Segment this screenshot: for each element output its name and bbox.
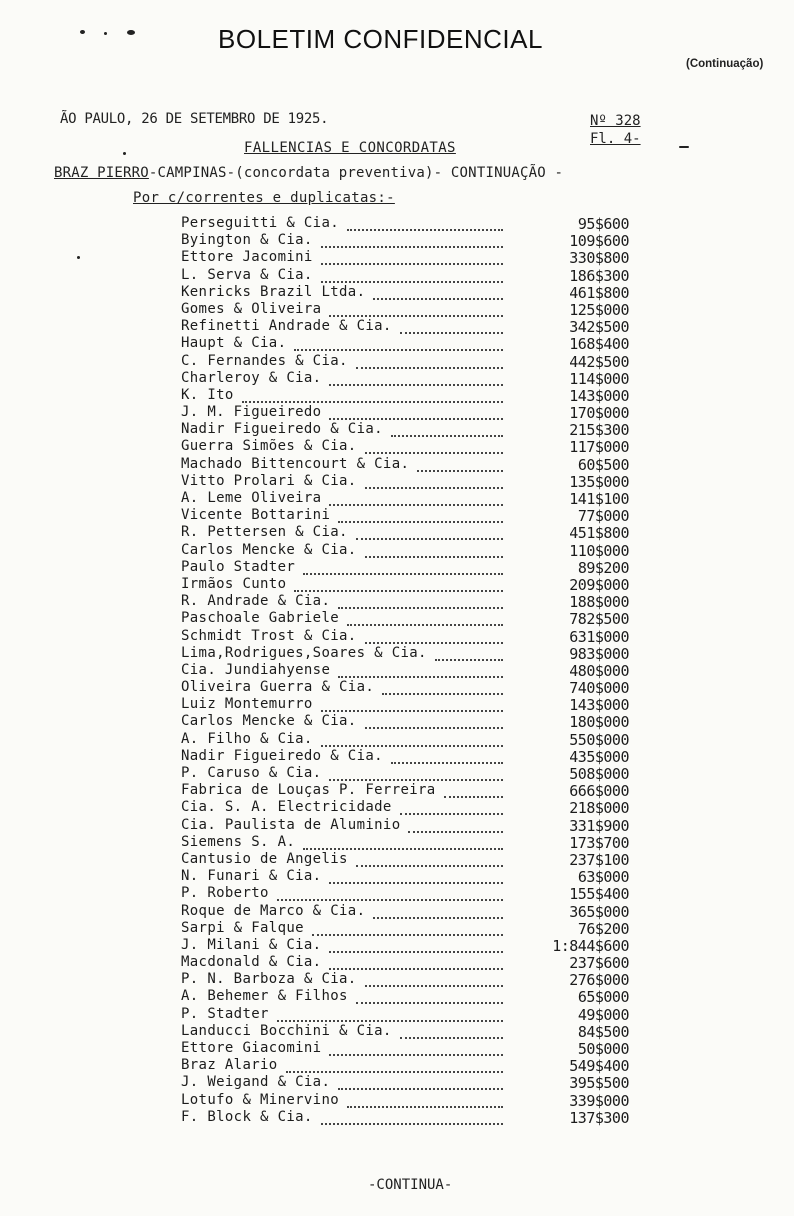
creditor-name: C. Fernandes & Cia. bbox=[181, 352, 348, 369]
creditor-name: Schmidt Trost & Cia. bbox=[181, 627, 357, 644]
creditor-name: J. Milani & Cia. bbox=[181, 936, 322, 953]
creditor-amount: 50$000 bbox=[577, 1040, 629, 1058]
creditor-row bbox=[181, 748, 641, 765]
dot-leader bbox=[329, 941, 503, 953]
creditor-name: A. Behemer & Filhos bbox=[181, 988, 348, 1005]
creditor-row bbox=[181, 713, 641, 730]
creditor-amount: 209$000 bbox=[569, 575, 629, 594]
creditor-amount: 451$800 bbox=[569, 524, 629, 543]
creditor-row bbox=[181, 473, 641, 490]
creditor-row bbox=[181, 868, 641, 885]
creditor-amount: 49$000 bbox=[577, 1005, 629, 1024]
creditor-amount: 237$600 bbox=[569, 954, 629, 973]
creditor-amount: 188$000 bbox=[569, 593, 629, 612]
creditor-name: Nadir Figueiredo & Cia. bbox=[181, 421, 383, 438]
creditor-name: Gomes & Oliveira bbox=[181, 300, 322, 317]
creditor-row bbox=[181, 456, 641, 473]
creditor-row bbox=[181, 1074, 641, 1091]
creditor-row bbox=[181, 232, 641, 249]
creditor-name: Cia. S. A. Electricidade bbox=[181, 799, 392, 816]
creditor-amount: 77$000 bbox=[577, 507, 629, 526]
dot-leader bbox=[329, 872, 503, 884]
creditor-row bbox=[181, 817, 641, 834]
creditor-amount: 508$000 bbox=[569, 765, 629, 783]
creditor-row bbox=[181, 954, 641, 971]
case-debtor-name: BRAZ PIERRO bbox=[54, 165, 149, 181]
creditor-name: Siemens S. A. bbox=[181, 833, 296, 850]
dot-leader bbox=[303, 563, 503, 575]
continuation-label: (Continuação) bbox=[686, 58, 764, 70]
creditor-row bbox=[181, 988, 641, 1005]
creditor-amount: 218$000 bbox=[569, 799, 629, 818]
creditor-amount: 125$000 bbox=[569, 300, 629, 319]
creditor-row bbox=[181, 610, 641, 627]
creditor-row bbox=[181, 782, 641, 799]
creditor-amount: 135$000 bbox=[569, 472, 629, 491]
creditor-name: Landucci Bocchini & Cia. bbox=[181, 1022, 392, 1039]
creditor-name: Refinetti Andrade & Cia. bbox=[181, 318, 392, 335]
creditor-name: Irmãos Cunto bbox=[181, 575, 287, 592]
creditor-amount: 331$900 bbox=[569, 816, 629, 835]
dot-leader bbox=[417, 460, 503, 472]
dot-leader bbox=[382, 683, 503, 695]
dot-leader bbox=[329, 958, 503, 970]
creditor-row bbox=[181, 335, 641, 352]
dateline: ÃO PAULO, 26 DE SETEMBRO DE 1925. bbox=[60, 111, 329, 127]
dot-leader bbox=[321, 700, 503, 712]
creditor-row bbox=[181, 920, 641, 937]
creditor-row bbox=[181, 628, 641, 645]
creditor-amount: 276$000 bbox=[569, 971, 629, 990]
creditor-amount: 549$400 bbox=[569, 1057, 629, 1076]
scan-speck bbox=[127, 30, 135, 35]
creditor-row bbox=[181, 267, 641, 284]
dot-leader bbox=[356, 855, 503, 867]
creditor-row bbox=[181, 834, 641, 851]
dot-leader bbox=[338, 597, 503, 609]
creditor-amount: 342$500 bbox=[569, 318, 629, 337]
scan-speck bbox=[77, 256, 80, 259]
creditor-amount: 173$700 bbox=[569, 833, 629, 852]
creditor-name: A. Leme Oliveira bbox=[181, 490, 322, 506]
creditor-row bbox=[181, 662, 641, 679]
creditor-amount: 339$000 bbox=[569, 1091, 629, 1110]
creditor-name: Perseguitti & Cia. bbox=[181, 215, 340, 231]
creditor-amount: 480$000 bbox=[569, 661, 629, 680]
creditor-name: R. Andrade & Cia. bbox=[181, 593, 331, 610]
creditor-amount: 983$000 bbox=[569, 644, 629, 663]
creditor-name: Ettore Giacomini bbox=[181, 1040, 322, 1056]
creditor-amount: 461$800 bbox=[569, 283, 629, 302]
dot-leader bbox=[286, 1061, 503, 1073]
creditor-amount: 435$000 bbox=[569, 747, 629, 766]
dot-leader bbox=[312, 924, 503, 936]
creditor-amount: 155$400 bbox=[569, 885, 629, 904]
dot-leader bbox=[444, 786, 503, 798]
creditor-row bbox=[181, 301, 641, 318]
creditor-amount: 170$000 bbox=[569, 404, 629, 423]
creditor-amount: 782$500 bbox=[569, 610, 629, 629]
creditor-name: Machado Bittencourt & Cia. bbox=[181, 455, 410, 472]
dot-leader bbox=[347, 614, 503, 626]
creditor-row bbox=[181, 1006, 641, 1023]
dot-leader bbox=[321, 735, 503, 747]
creditor-row bbox=[181, 507, 641, 524]
creditor-row bbox=[181, 353, 641, 370]
creditor-name: Vicente Bottarini bbox=[181, 507, 331, 524]
creditor-row bbox=[181, 542, 641, 559]
creditor-name: J. M. Figueiredo bbox=[181, 404, 322, 421]
dot-leader bbox=[365, 975, 503, 987]
dot-leader bbox=[338, 511, 503, 523]
creditor-row bbox=[181, 1040, 641, 1057]
creditor-amount: 84$500 bbox=[577, 1022, 629, 1041]
creditor-row bbox=[181, 1109, 641, 1126]
dot-leader bbox=[294, 580, 503, 592]
page-title: BOLETIM CONFIDENCIAL bbox=[218, 24, 543, 54]
creditor-name: P. Caruso & Cia. bbox=[181, 765, 322, 781]
creditor-amount: 143$000 bbox=[569, 696, 629, 715]
dot-leader bbox=[365, 477, 503, 489]
creditor-row bbox=[181, 1057, 641, 1074]
creditor-row bbox=[181, 490, 641, 507]
creditor-name: J. Weigand & Cia. bbox=[181, 1074, 331, 1091]
creditor-row bbox=[181, 593, 641, 610]
scan-speck bbox=[679, 146, 689, 148]
creditor-row bbox=[181, 387, 641, 404]
scan-speck bbox=[123, 152, 126, 155]
creditor-amount: 550$000 bbox=[569, 730, 629, 749]
creditor-name: Charleroy & Cia. bbox=[181, 369, 322, 386]
dot-leader bbox=[365, 442, 503, 454]
creditor-name: Cia. Paulista de Aluminio bbox=[181, 816, 401, 833]
dot-leader bbox=[365, 632, 503, 644]
dot-leader bbox=[277, 1010, 503, 1022]
dot-leader bbox=[400, 803, 503, 815]
dot-leader bbox=[294, 339, 503, 351]
footer-continua: -CONTINUA- bbox=[368, 1177, 453, 1193]
creditor-name: Nadir Figueiredo & Cia. bbox=[181, 747, 383, 764]
creditor-name: Kenricks Brazil Ltda. bbox=[181, 283, 366, 300]
creditor-amount: 180$000 bbox=[569, 713, 629, 732]
creditor-row bbox=[181, 438, 641, 455]
dot-leader bbox=[338, 1078, 503, 1090]
creditor-name: Carlos Mencke & Cia. bbox=[181, 713, 357, 730]
dot-leader bbox=[329, 769, 503, 781]
creditor-name: Roque de Marco & Cia. bbox=[181, 902, 366, 919]
creditor-row bbox=[181, 971, 641, 988]
creditor-name: Fabrica de Louças P. Ferreira bbox=[181, 782, 436, 799]
creditor-name: Ettore Jacomini bbox=[181, 249, 313, 266]
creditor-name: P. Stadter bbox=[181, 1005, 269, 1022]
creditor-list bbox=[181, 215, 641, 1126]
creditor-name: Paschoale Gabriele bbox=[181, 610, 340, 627]
creditor-row bbox=[181, 284, 641, 301]
creditor-name: A. Filho & Cia. bbox=[181, 730, 313, 747]
creditor-row bbox=[181, 903, 641, 920]
sheet-number: Fl. 4- bbox=[590, 131, 641, 147]
dot-leader bbox=[277, 889, 503, 901]
section-heading: FALLENCIAS E CONCORDATAS bbox=[244, 140, 456, 156]
creditor-amount: 330$800 bbox=[569, 249, 629, 268]
creditor-amount: 89$200 bbox=[577, 558, 629, 577]
creditor-amount: 666$000 bbox=[569, 782, 629, 801]
creditor-name: Paulo Stadter bbox=[181, 558, 296, 575]
dot-leader bbox=[321, 271, 503, 283]
creditor-row bbox=[181, 404, 641, 421]
dot-leader bbox=[356, 528, 503, 540]
creditor-name: Oliveira Guerra & Cia. bbox=[181, 679, 375, 696]
creditor-name: N. Funari & Cia. bbox=[181, 868, 322, 885]
creditor-amount: 65$000 bbox=[577, 988, 629, 1007]
creditor-name: P. N. Barboza & Cia. bbox=[181, 971, 357, 988]
bulletin-number: Nº 328 bbox=[590, 113, 641, 129]
dot-leader bbox=[329, 374, 503, 386]
creditor-name: Luiz Montemurro bbox=[181, 696, 313, 713]
dot-leader bbox=[391, 752, 503, 764]
creditor-row bbox=[181, 1092, 641, 1109]
creditor-name: Guerra Simões & Cia. bbox=[181, 438, 357, 455]
creditor-amount: 215$300 bbox=[569, 421, 629, 440]
creditor-name: R. Pettersen & Cia. bbox=[181, 524, 348, 541]
creditor-amount: 60$500 bbox=[577, 455, 629, 474]
creditor-amount: 740$000 bbox=[569, 679, 629, 698]
creditor-amount: 1:844$600 bbox=[552, 936, 629, 955]
creditor-amount: 141$100 bbox=[569, 490, 629, 508]
creditor-name: Carlos Mencke & Cia. bbox=[181, 541, 357, 558]
creditor-row bbox=[181, 696, 641, 713]
creditor-amount: 365$000 bbox=[569, 902, 629, 921]
dot-leader bbox=[408, 821, 503, 833]
dot-leader bbox=[400, 322, 503, 334]
dot-leader bbox=[365, 717, 503, 729]
creditor-amount: 168$400 bbox=[569, 335, 629, 354]
dot-leader bbox=[435, 649, 503, 661]
dot-leader bbox=[321, 1113, 503, 1125]
creditor-name: Cantusio de Angelis bbox=[181, 850, 348, 867]
dot-leader bbox=[303, 838, 503, 850]
creditor-name: Cia. Jundiahyense bbox=[181, 661, 331, 678]
creditor-row bbox=[181, 576, 641, 593]
creditor-amount: 109$600 bbox=[569, 232, 629, 251]
creditor-amount: 237$100 bbox=[569, 850, 629, 869]
creditor-row bbox=[181, 731, 641, 748]
creditor-name: Macdonald & Cia. bbox=[181, 954, 322, 971]
creditor-name: Haupt & Cia. bbox=[181, 335, 287, 352]
creditor-row bbox=[181, 318, 641, 335]
creditor-row bbox=[181, 645, 641, 662]
creditor-name: L. Serva & Cia. bbox=[181, 266, 313, 283]
creditor-row bbox=[181, 370, 641, 387]
subheading: Por c/correntes e duplicatas:- bbox=[133, 190, 395, 206]
case-header bbox=[54, 165, 563, 181]
dot-leader bbox=[242, 391, 503, 403]
creditor-amount: 110$000 bbox=[569, 541, 629, 560]
creditor-row bbox=[181, 524, 641, 541]
creditor-row bbox=[181, 851, 641, 868]
creditor-row bbox=[181, 559, 641, 576]
creditor-name: Braz Alario bbox=[181, 1057, 278, 1074]
creditor-name: Byington & Cia. bbox=[181, 232, 313, 249]
creditor-name: K. Ito bbox=[181, 386, 234, 403]
creditor-name: Lotufo & Minervino bbox=[181, 1091, 340, 1108]
dot-leader bbox=[391, 425, 503, 437]
dot-leader bbox=[338, 666, 503, 678]
creditor-amount: 114$000 bbox=[569, 369, 629, 388]
dot-leader bbox=[347, 1096, 503, 1108]
creditor-name: F. Block & Cia. bbox=[181, 1108, 313, 1125]
creditor-row bbox=[181, 1023, 641, 1040]
creditor-row bbox=[181, 799, 641, 816]
dot-leader bbox=[373, 907, 503, 919]
scan-speck bbox=[104, 32, 107, 35]
creditor-amount: 143$000 bbox=[569, 386, 629, 405]
dot-leader bbox=[356, 992, 503, 1004]
creditor-amount: 442$500 bbox=[569, 352, 629, 371]
dot-leader bbox=[347, 219, 503, 231]
dot-leader bbox=[329, 494, 503, 506]
creditor-row bbox=[181, 765, 641, 782]
creditor-name: Lima,Rodrigues,Soares & Cia. bbox=[181, 644, 427, 661]
dot-leader bbox=[356, 357, 503, 369]
creditor-row bbox=[181, 679, 641, 696]
creditor-amount: 63$000 bbox=[577, 868, 629, 887]
creditor-row bbox=[181, 937, 641, 954]
dot-leader bbox=[329, 1044, 503, 1056]
scan-speck bbox=[80, 30, 85, 34]
creditor-amount: 137$300 bbox=[569, 1108, 629, 1127]
creditor-amount: 631$000 bbox=[569, 627, 629, 646]
creditor-name: Vitto Prolari & Cia. bbox=[181, 472, 357, 489]
creditor-amount: 76$200 bbox=[577, 919, 629, 938]
dot-leader bbox=[321, 253, 503, 265]
dot-leader bbox=[329, 305, 503, 317]
dot-leader bbox=[400, 1027, 503, 1039]
case-description: -CAMPINAS-(concordata preventiva)- CONTINUAÇÃO - bbox=[148, 165, 564, 181]
creditor-name: P. Roberto bbox=[181, 885, 269, 902]
creditor-name: Sarpi & Falque bbox=[181, 919, 304, 936]
creditor-row bbox=[181, 421, 641, 438]
creditor-amount: 186$300 bbox=[569, 266, 629, 285]
creditor-row bbox=[181, 215, 641, 232]
dot-leader bbox=[329, 408, 503, 420]
dot-leader bbox=[321, 236, 503, 248]
creditor-row bbox=[181, 249, 641, 266]
creditor-amount: 117$000 bbox=[569, 438, 629, 457]
dot-leader bbox=[373, 288, 503, 300]
creditor-amount: 395$500 bbox=[569, 1074, 629, 1093]
creditor-row bbox=[181, 885, 641, 902]
dot-leader bbox=[365, 546, 503, 558]
creditor-amount: 95$600 bbox=[577, 215, 629, 233]
